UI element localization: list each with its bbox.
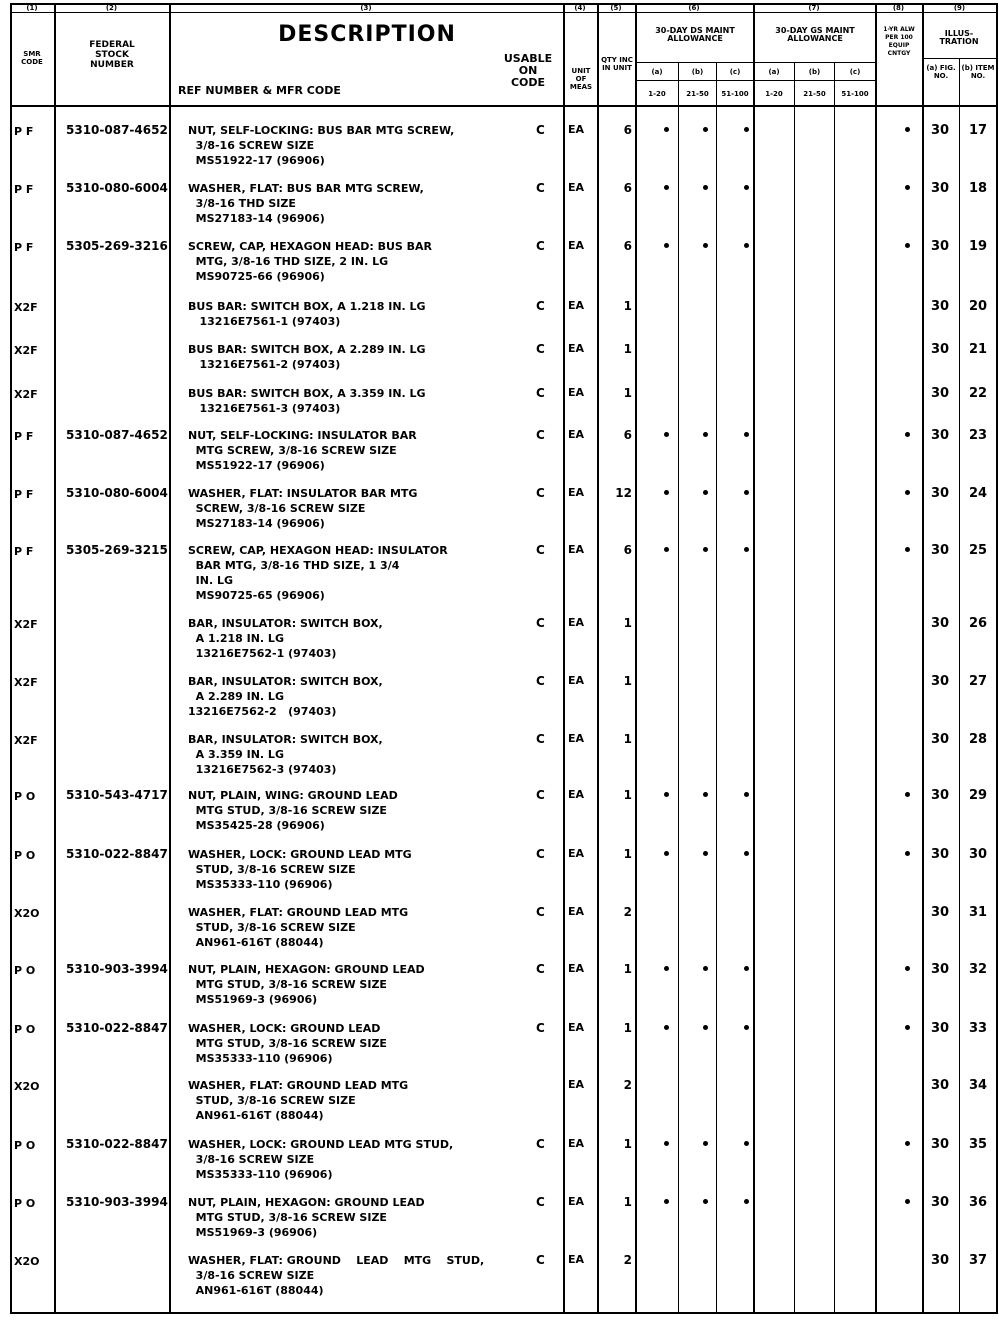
figure-number: 30 [930,905,950,920]
figure-number: 30 [930,181,950,196]
figure-number: 30 [930,788,950,803]
part-description: BUS BAR: SWITCH BOX, A 1.218 IN. LG 13216E7561-1 (97403) [188,300,426,328]
col-number: (1) [26,4,38,12]
figure-number: 30 [930,616,950,631]
qty-in-unit: 1 [623,847,632,861]
ds-allowance-mark-a [664,1025,669,1030]
usable-on-code: C [536,239,545,253]
ds-allowance-mark-c [744,1025,749,1030]
unit-of-measure: EA [568,788,585,801]
unit-of-measure: EA [568,342,585,355]
ds-allowance-mark-b [703,1025,708,1030]
unit-of-measure: EA [568,1253,585,1266]
qty-in-unit: 2 [623,1253,632,1267]
fig-no-header: (a) FIG. NO. [926,64,956,80]
col-number: (2) [105,4,118,12]
qty-in-unit: 6 [623,543,632,557]
table-row [0,847,999,903]
yr-allowance-mark [905,243,910,248]
table-row [0,181,999,237]
qty-in-unit: 1 [623,1021,632,1035]
ds-allowance-header: 30-DAY DS MAINT ALLOWANCE [655,26,735,43]
yr-allowance-mark [905,185,910,190]
illus-split-rule [922,58,997,59]
item-number: 21 [968,342,988,357]
ds-allowance-mark-b [703,185,708,190]
item-number: 23 [968,428,988,443]
range-split-rule [635,80,875,81]
ds-allowance-mark-c [744,966,749,971]
ds-allowance-mark-c [744,792,749,797]
item-number: 19 [968,239,988,254]
part-description: BUS BAR: SWITCH BOX, A 3.359 IN. LG 13216E7561-3 (97403) [188,387,426,415]
yr-allowance-mark [905,1199,910,1204]
qty-in-unit: 2 [623,905,632,919]
yr-allowance-mark [905,547,910,552]
smr-code: P F [14,183,34,196]
figure-number: 30 [930,342,950,357]
ds-allowance-mark-b [703,851,708,856]
usable-on-code: C [536,543,545,557]
col-number: (5) [610,4,622,12]
ds-allowance-mark-c [744,547,749,552]
unit-of-measure: EA [568,1021,585,1034]
figure-number: 30 [930,428,950,443]
unit-of-measure: EA [568,1195,585,1208]
part-description: NUT, PLAIN, WING: GROUND LEAD MTG STUD, 3/8-16 SCREW SIZE MS35425-28 (96906) [188,789,398,832]
federal-stock-number: 5310-087-4652 [66,123,168,137]
ds-allowance-mark-a [664,185,669,190]
ds-sub-c: (c) [729,68,741,76]
ds-allowance-mark-c [744,1199,749,1204]
yr-allowance-mark [905,432,910,437]
part-description: BAR, INSULATOR: SWITCH BOX, A 1.218 IN. LG 13216E7562-1 (97403) [188,617,383,660]
item-number: 34 [968,1078,988,1093]
table-row [0,616,999,672]
qty-in-unit: 2 [623,1078,632,1092]
smr-code: P O [14,849,36,862]
unit-of-measure: EA [568,486,585,499]
qty-in-unit: 6 [623,428,632,442]
federal-stock-number: 5310-903-3994 [66,1195,168,1209]
smr-code: X2F [14,618,38,631]
federal-stock-number: 5310-080-6004 [66,181,168,195]
table-row [0,732,999,788]
usable-on-code: C [536,616,545,630]
ds-allowance-mark-a [664,547,669,552]
unit-of-measure: EA [568,428,585,441]
federal-stock-number: 5310-022-8847 [66,1021,168,1035]
item-number: 24 [968,486,988,501]
part-description: NUT, PLAIN, HEXAGON: GROUND LEAD MTG STUD, 3/8-16 SCREW SIZE MS51969-3 (96906) [188,1196,425,1239]
yr-allowance-mark [905,1141,910,1146]
federal-stock-number: 5310-903-3994 [66,962,168,976]
illustration-header: ILLUS-TRATION [939,29,979,46]
unit-of-meas-header: UNIT OF MEAS [569,67,593,91]
usable-on-code: C [536,905,545,919]
unit-of-measure: EA [568,674,585,687]
part-description: WASHER, FLAT: INSULATOR BAR MTG SCREW, 3/8-16 SCREW SIZE MS27183-14 (96906) [188,487,418,530]
yr-allowance-mark [905,1025,910,1030]
ds-allowance-mark-a [664,792,669,797]
federal-stock-number: 5305-269-3216 [66,239,168,253]
qty-in-unit: 1 [623,788,632,802]
part-description: WASHER, LOCK: GROUND LEAD MTG STUD, 3/8-16 SCREW SIZE MS35333-110 (96906) [188,848,412,891]
ds-allowance-mark-c [744,243,749,248]
yr-allowance-mark [905,127,910,132]
figure-number: 30 [930,1253,950,1268]
ds-allowance-mark-b [703,432,708,437]
ds-allowance-mark-a [664,1199,669,1204]
usable-on-code: C [536,342,545,356]
smr-code: X2F [14,734,38,747]
smr-code: P F [14,545,34,558]
table-row [0,962,999,1018]
ds-allowance-mark-b [703,243,708,248]
figure-number: 30 [930,239,950,254]
figure-number: 30 [930,299,950,314]
unit-of-measure: EA [568,1137,585,1150]
yr-allowance-mark [905,490,910,495]
part-description: BUS BAR: SWITCH BOX, A 2.289 IN. LG 13216E7561-2 (97403) [188,343,426,371]
figure-number: 30 [930,543,950,558]
smr-code: P F [14,430,34,443]
unit-of-measure: EA [568,123,585,136]
ds-allowance-mark-c [744,127,749,132]
item-number: 28 [968,732,988,747]
gs-sub-c: (c) [849,68,861,76]
ds-allowance-mark-a [664,851,669,856]
smr-code: X2O [14,1255,40,1268]
table-row [0,1195,999,1251]
smr-code: P O [14,790,36,803]
table-row [0,428,999,484]
federal-stock-number: 5310-022-8847 [66,847,168,861]
table-row [0,486,999,542]
figure-number: 30 [930,486,950,501]
ds-allowance-mark-b [703,127,708,132]
yr-allowance-mark [905,851,910,856]
ds-allowance-mark-a [664,432,669,437]
ds-allowance-mark-c [744,851,749,856]
usable-on-code: C [536,386,545,400]
unit-of-measure: EA [568,847,585,860]
part-description: NUT, SELF-LOCKING: BUS BAR MTG SCREW, 3/8-16 SCREW SIZE MS51922-17 (96906) [188,124,455,167]
col-number: (3) [360,4,372,12]
qty-in-unit: 1 [623,732,632,746]
unit-of-measure: EA [568,386,585,399]
ds-range-c: 51-100 [721,90,749,98]
ds-allowance-mark-b [703,1199,708,1204]
col-number: (9) [953,4,966,12]
gs-range-c: 51-100 [841,90,869,98]
usable-on-code: C [536,123,545,137]
fsn-header: FEDERAL STOCK NUMBER [89,40,135,70]
qty-in-unit: 12 [615,486,632,500]
yr-allowance-mark [905,966,910,971]
ds-allowance-mark-a [664,966,669,971]
federal-stock-number: 5310-022-8847 [66,1137,168,1151]
smr-code: P O [14,1139,36,1152]
usable-on-code: C [536,962,545,976]
qty-in-unit: 1 [623,1195,632,1209]
smr-code: X2F [14,301,38,314]
smr-code: X2O [14,1080,40,1093]
figure-number: 30 [930,1195,950,1210]
unit-of-measure: EA [568,616,585,629]
ds-allowance-mark-c [744,490,749,495]
usable-on-code: C [536,1021,545,1035]
table-row [0,1078,999,1134]
figure-number: 30 [930,847,950,862]
ds-allowance-mark-a [664,1141,669,1146]
federal-stock-number: 5310-080-6004 [66,486,168,500]
unit-of-measure: EA [568,732,585,745]
table-row [0,1137,999,1193]
ds-allowance-mark-b [703,966,708,971]
smr-code: P F [14,241,34,254]
usable-on-code: C [536,1195,545,1209]
gs-sub-b: (b) [808,68,821,76]
figure-number: 30 [930,732,950,747]
item-number: 30 [968,847,988,862]
smr-code: P O [14,964,36,977]
header-bottom-rule [10,105,998,107]
smr-code: P F [14,488,34,501]
smr-code: X2F [14,388,38,401]
ds-allowance-mark-c [744,432,749,437]
usable-on-code: C [536,1253,545,1267]
header-col-num-rule [10,12,998,13]
unit-of-measure: EA [568,905,585,918]
unit-of-measure: EA [568,239,585,252]
usable-on-code: C [536,299,545,313]
usable-on-code: C [536,788,545,802]
qty-in-unit: 1 [623,386,632,400]
smr-code: P F [14,125,34,138]
ds-allowance-mark-b [703,547,708,552]
ds-allowance-mark-b [703,792,708,797]
part-description: WASHER, FLAT: GROUND LEAD MTG STUD, 3/8-16 SCREW SIZE AN961-616T (88044) [188,1079,409,1122]
table-row [0,1021,999,1077]
federal-stock-number: 5310-543-4717 [66,788,168,802]
table-row [0,788,999,844]
unit-of-measure: EA [568,543,585,556]
ds-allowance-mark-c [744,185,749,190]
table-row [0,239,999,295]
item-number: 27 [968,674,988,689]
figure-number: 30 [930,962,950,977]
part-description: SCREW, CAP, HEXAGON HEAD: INSULATOR BAR MTG, 3/8-16 THD SIZE, 1 3/4 IN. LG MS90725-65 (96906) [188,544,448,602]
figure-number: 30 [930,386,950,401]
ds-allowance-mark-a [664,127,669,132]
smr-code: P O [14,1197,36,1210]
item-number: 18 [968,181,988,196]
item-number: 31 [968,905,988,920]
ds-allowance-mark-b [703,490,708,495]
ds-sub-a: (a) [651,68,663,76]
part-description: NUT, SELF-LOCKING: INSULATOR BAR MTG SCREW, 3/8-16 SCREW SIZE MS51922-17 (96906) [188,429,417,472]
usable-on-code: C [536,847,545,861]
smr-code: X2F [14,344,38,357]
figure-number: 30 [930,123,950,138]
usable-on-code: C [536,1137,545,1151]
item-number: 37 [968,1253,988,1268]
qty-in-unit: 6 [623,123,632,137]
table-row [0,123,999,179]
item-number: 33 [968,1021,988,1036]
smr-code: X2F [14,676,38,689]
gs-allowance-header: 30-DAY GS MAINT ALLOWANCE [775,26,855,43]
qty-in-unit: 1 [623,299,632,313]
ds-allowance-mark-a [664,490,669,495]
item-number: 29 [968,788,988,803]
usable-on-code: C [536,181,545,195]
figure-number: 30 [930,1021,950,1036]
qty-in-unit: 1 [623,1137,632,1151]
unit-of-measure: EA [568,1078,585,1091]
ds-allowance-mark-a [664,243,669,248]
item-number: 17 [968,123,988,138]
bottom-rule [10,1312,998,1314]
table-row [0,674,999,730]
qty-in-unit: 1 [623,616,632,630]
usable-on-code-header: USABLE ON CODE [503,52,553,89]
col-number: (8) [892,4,905,12]
unit-of-measure: EA [568,962,585,975]
table-row [0,905,999,961]
figure-number: 30 [930,1078,950,1093]
unit-of-measure: EA [568,181,585,194]
smr-code: X2O [14,907,40,920]
ds-sub-b: (b) [691,68,704,76]
yr-alw-header: 1-YR ALW PER 100 EQUIP CNTGY [883,26,915,57]
smr-code: P O [14,1023,36,1036]
usable-on-code: C [536,428,545,442]
ds-allowance-mark-b [703,1141,708,1146]
usable-on-code: C [536,732,545,746]
federal-stock-number: 5305-269-3215 [66,543,168,557]
ds-allowance-mark-c [744,1141,749,1146]
part-description: WASHER, LOCK: GROUND LEAD MTG STUD, 3/8-16 SCREW SIZE MS35333-110 (96906) [188,1022,387,1065]
description-title: DESCRIPTION [278,22,456,47]
gs-range-a: 1-20 [765,90,783,98]
item-number: 26 [968,616,988,631]
ds-range-a: 1-20 [648,90,666,98]
qty-in-unit: 1 [623,962,632,976]
part-description: WASHER, FLAT: GROUND LEAD MTG STUD, 3/8-16 SCREW SIZE AN961-616T (88044) [188,1254,485,1297]
item-number: 22 [968,386,988,401]
part-description: BAR, INSULATOR: SWITCH BOX, A 3.359 IN. LG 13216E7562-3 (97403) [188,733,383,776]
part-description: WASHER, FLAT: BUS BAR MTG SCREW, 3/8-16 THD SIZE MS27183-14 (96906) [188,182,424,225]
smr-code-header: SMR CODE [21,50,43,66]
item-number: 32 [968,962,988,977]
qty-in-unit: 6 [623,239,632,253]
item-number: 36 [968,1195,988,1210]
gs-range-b: 21-50 [803,90,826,98]
unit-of-measure: EA [568,299,585,312]
col-number: (6) [688,4,700,12]
usable-on-code: C [536,486,545,500]
part-description: WASHER, LOCK: GROUND LEAD MTG STUD, 3/8-16 SCREW SIZE MS35333-110 (96906) [188,1138,454,1181]
usable-on-code: C [536,674,545,688]
item-number: 35 [968,1137,988,1152]
qty-in-unit: 6 [623,181,632,195]
yr-allowance-mark [905,792,910,797]
part-description: SCREW, CAP, HEXAGON HEAD: BUS BAR MTG, 3/8-16 THD SIZE, 2 IN. LG MS90725-66 (96906) [188,240,433,283]
table-row [0,1253,999,1309]
allowance-split-rule [635,62,875,63]
col-number: (7) [808,4,820,12]
table-row [0,543,999,602]
gs-sub-a: (a) [768,68,780,76]
part-description: BAR, INSULATOR: SWITCH BOX, A 2.289 IN. LG 13216E7562-2 (97403) [188,675,383,718]
federal-stock-number: 5310-087-4652 [66,428,168,442]
part-description: WASHER, FLAT: GROUND LEAD MTG STUD, 3/8-16 SCREW SIZE AN961-616T (88044) [188,906,409,949]
qty-header: QTY INC IN UNIT [601,56,633,72]
qty-in-unit: 1 [623,674,632,688]
ds-range-b: 21-50 [686,90,709,98]
figure-number: 30 [930,674,950,689]
item-number: 25 [968,543,988,558]
ref-number-header: REF NUMBER & MFR CODE [178,84,341,97]
figure-number: 30 [930,1137,950,1152]
item-number: 20 [968,299,988,314]
col-number: (4) [574,4,586,12]
qty-in-unit: 1 [623,342,632,356]
part-description: NUT, PLAIN, HEXAGON: GROUND LEAD MTG STUD, 3/8-16 SCREW SIZE MS51969-3 (96906) [188,963,425,1006]
item-no-header: (b) ITEM NO. [961,64,995,80]
